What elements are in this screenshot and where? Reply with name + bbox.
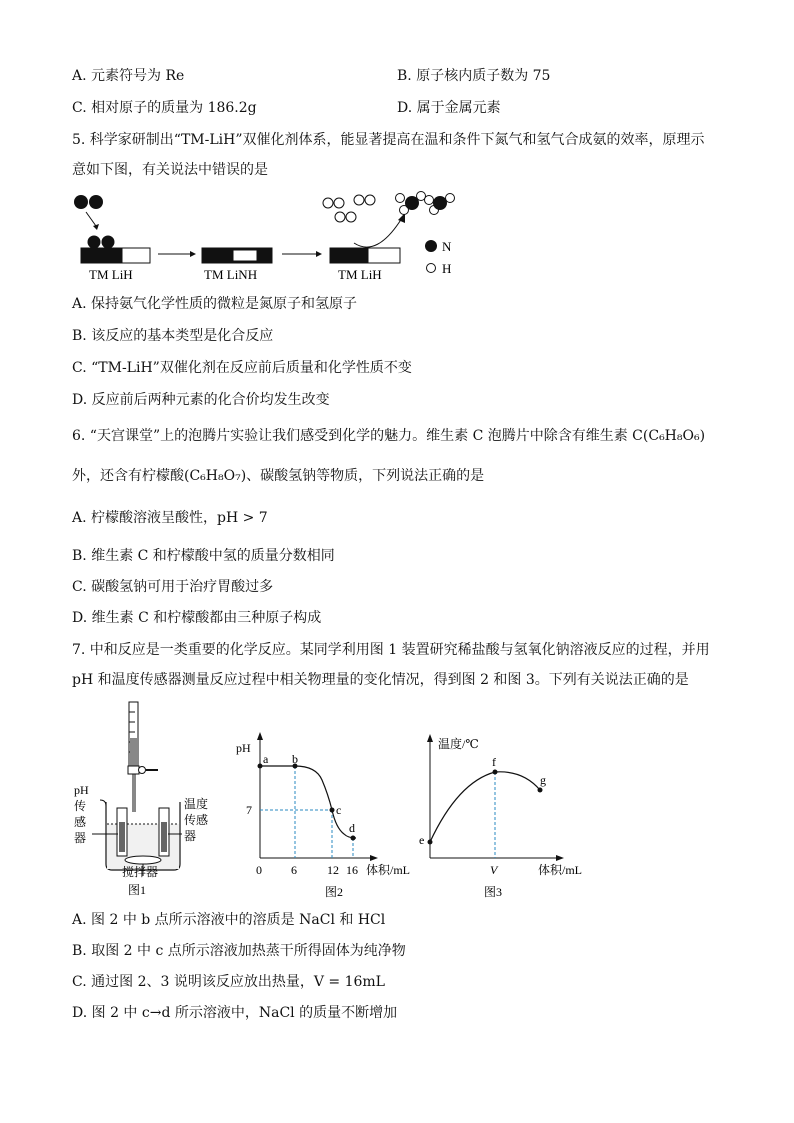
- h-atom-icon: [346, 212, 356, 222]
- q6-option-c: C. 碳酸氢钠可用于治疗胃酸过多: [72, 579, 274, 595]
- fig2-point-c: [330, 808, 335, 813]
- fig2-x-tick-16: 16: [346, 863, 358, 877]
- q6-option-a: A. 柠檬酸溶液呈酸性，pH > 7: [72, 510, 268, 526]
- q7-option-d: D. 图 2 中 c→d 所示溶液中，NaCl 的质量不断增加: [72, 1005, 398, 1021]
- fig3-point-g: [538, 788, 543, 793]
- fig3-label-g: g: [540, 773, 546, 787]
- q4-option-d: D. 属于金属元素: [397, 100, 501, 116]
- q6-stem-line1: 6. “天宫课堂”上的泡腾片实验让我们感受到化学的魅力。维生素 C 泡腾片中除含有维生素 C(C₆H₈O₆): [72, 428, 706, 444]
- temp-sensor-label-1: 温度: [184, 797, 209, 811]
- q5-stem-line1: 5. 科学家研制出“TM-LiH”双催化剂体系，能显著提高在温和条件下氮气和氢气合成氨的效率，原理示: [72, 132, 705, 148]
- fig3-label-e: e: [419, 833, 425, 847]
- legend-n-label: N: [442, 239, 452, 254]
- figure3-caption: 图3: [484, 885, 503, 899]
- legend-h-icon: [427, 264, 436, 273]
- stirrer-label: 搅拌器: [122, 865, 159, 879]
- h-atom-icon: [335, 212, 345, 222]
- fig2-x-tick-12: 12: [327, 863, 339, 877]
- fig3-x-tick-v: V: [490, 863, 498, 877]
- h-atom-icon: [354, 195, 364, 205]
- fig2-label-a: a: [263, 752, 269, 766]
- fig2-x-tick-0: 0: [256, 863, 262, 877]
- n-atom-icon: [102, 236, 115, 249]
- q7-stem-line1: 7. 中和反应是一类重要的化学反应。某同学利用图 1 装置研究稀盐酸与氢氧化钠溶液反应的过程，并用: [72, 642, 710, 658]
- q7-option-b: B. 取图 2 中 c 点所示溶液加热蒸干所得固体为纯净物: [72, 943, 406, 959]
- q6-option-b: B. 维生素 C 和柠檬酸中氢的质量分数相同: [72, 548, 335, 564]
- lih-block: [368, 248, 400, 263]
- q6-option-d: D. 维生素 C 和柠檬酸都由三种原子构成: [72, 610, 322, 626]
- h-atom-icon: [323, 198, 333, 208]
- fig3-label-f: f: [492, 755, 496, 769]
- stage2-label: TM LiNH: [204, 267, 258, 282]
- fig2-label-c: c: [336, 803, 342, 817]
- ph-sensor-label-4: 器: [74, 831, 87, 845]
- nh3-n-icon: [433, 196, 447, 210]
- fig3-point-f: [493, 770, 498, 775]
- q4-option-a: A. 元素符号为 Re: [72, 68, 185, 84]
- q7-figure3-temperature-chart: [418, 732, 598, 902]
- temp-sensor-label-2: 传感: [184, 813, 209, 827]
- fig2-y-label: pH: [236, 741, 251, 755]
- temp-sensor-label-3: 器: [184, 829, 197, 843]
- legend-h-label: H: [442, 261, 452, 276]
- q7-figure1-apparatus: [70, 698, 230, 902]
- n-atom-icon: [89, 195, 103, 209]
- q5-option-b: B. 该反应的基本类型是化合反应: [72, 328, 274, 344]
- fig2-label-b: b: [292, 752, 298, 766]
- ph-sensor-label-1: pH: [74, 783, 89, 797]
- q5-catalyst-figure: [72, 188, 472, 284]
- stopcock: [139, 767, 146, 774]
- q7-option-a: A. 图 2 中 b 点所示溶液中的溶质是 NaCl 和 HCl: [72, 912, 386, 928]
- fig2-point-a: [258, 764, 263, 769]
- q5-option-a: A. 保持氨气化学性质的微粒是氮原子和氢原子: [72, 296, 358, 312]
- q4-option-b: B. 原子核内质子数为 75: [397, 68, 551, 84]
- stage1-label: TM LiH: [89, 267, 133, 282]
- q5-stem-line2: 意如下图，有关说法中错误的是: [72, 162, 268, 178]
- q4-option-c: C. 相对原子的质量为 186.2g: [72, 100, 257, 116]
- fig2-x-label: 体积/mL: [366, 863, 410, 877]
- fig2-label-d: d: [349, 821, 355, 835]
- q7-figure2-ph-chart: [232, 730, 425, 902]
- figure2-caption: 图2: [325, 885, 344, 899]
- n-atom-icon: [88, 236, 101, 249]
- fig3-x-label: 体积/mL: [538, 863, 582, 877]
- fig2-point-d: [351, 836, 356, 841]
- figure1-caption: 图1: [128, 883, 147, 897]
- q7-stem-line2: pH 和温度传感器测量反应过程中相关物理量的变化情况，得到图 2 和图 3。下列有关说法正确的是: [72, 672, 689, 688]
- fig3-y-label: 温度/℃: [438, 737, 479, 751]
- nh3-n-icon: [405, 196, 419, 210]
- linh-window: [234, 251, 256, 260]
- n-atom-icon: [74, 195, 88, 209]
- tm-block: [330, 248, 368, 263]
- fig3-point-e: [428, 840, 433, 845]
- stirrer-bar: [125, 856, 161, 864]
- q6-stem-line2: 外，还含有柠檬酸(C₆H₈O₇)、碳酸氢钠等物质，下列说法正确的是: [72, 468, 485, 484]
- legend-n-icon: [425, 240, 437, 252]
- fig2-ph-curve: [260, 766, 356, 838]
- h-atom-icon: [365, 195, 375, 205]
- tm-block: [81, 248, 122, 263]
- stage3-label: TM LiH: [338, 267, 382, 282]
- q7-option-c: C. 通过图 2、3 说明该反应放出热量，V = 16mL: [72, 974, 385, 990]
- h-atom-icon: [334, 198, 344, 208]
- q5-option-c: C. “TM-LiH”双催化剂在反应前后质量和化学性质不变: [72, 360, 412, 376]
- q5-option-d: D. 反应前后两种元素的化合价均发生改变: [72, 392, 330, 408]
- ph-sensor-label-2: 传: [74, 799, 87, 813]
- lih-block: [122, 248, 150, 263]
- fig2-x-tick-6: 6: [291, 863, 297, 877]
- ph-sensor-label-3: 感: [74, 815, 87, 829]
- fig3-temperature-curve: [430, 772, 540, 842]
- fig2-y-tick-7: 7: [246, 803, 252, 817]
